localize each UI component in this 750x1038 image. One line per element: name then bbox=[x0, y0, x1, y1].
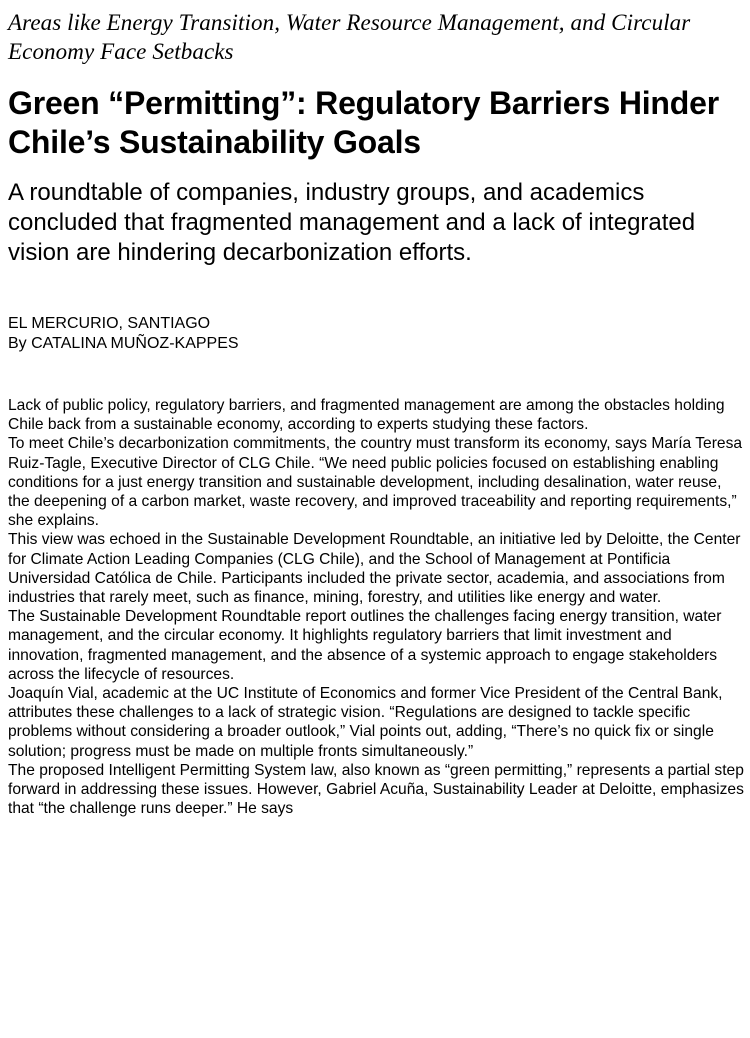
dateline: EL MERCURIO, SANTIAGO bbox=[8, 315, 211, 332]
body-paragraph: Lack of public policy, regulatory barriers, and fragmented management are among the obstacles holding Chile back from a sustainable economy, according to experts studying these factors. bbox=[8, 397, 725, 434]
body-paragraph: Joaquín Vial, academic at the UC Institute of Economics and former Vice President of the Central Bank, attributes these challenges to a lack of strategic vision. “Regulations are designed to tackle specific problems without considering a broader outlook,” Vial points out, adding, “There’s no quick fix or single solution; progress must be made on multiple fronts simultaneously.” bbox=[8, 685, 723, 760]
article-body bbox=[8, 396, 744, 818]
article bbox=[8, 0, 744, 818]
body-paragraph: This view was echoed in the Sustainable Development Roundtable, an initiative led by Deloitte, the Center for Climate Action Leading Companies (CLG Chile), and the School of Management at Pontificia Universidad Católica de Chile. Participants included the private sector, academia, and associations from industries that rarely meet, such as finance, mining, forestry, and utilities like energy and water. bbox=[8, 531, 741, 607]
body-paragraph: To meet Chile’s decarbonization commitments, the country must transform its economy, says María Teresa Ruiz-Tagle, Executive Director of CLG Chile. “We need public policies focused on establishing enabling conditions for a just energy transition and sustainable development, including desalination, water reuse, the deepening of a carbon market, waste recovery, and improved traceability and reporting requirements,” she explains. bbox=[8, 435, 743, 530]
body-paragraph: The Sustainable Development Roundtable report outlines the challenges facing energy transition, water management, and the circular economy. It highlights regulatory barriers that limit investment and innovation, fragmented management, and the absence of a systemic approach to engage stakeholders across the lifecycle of resources. bbox=[8, 608, 722, 683]
article-deck: A roundtable of companies, industry groups, and academics concluded that fragmented management and a lack of integrated vision are hindering decarbonization efforts. bbox=[8, 179, 696, 266]
article-headline: Green “Permitting”: Regulatory Barriers Hinder Chile’s Sustainability Goals bbox=[8, 85, 719, 160]
byline bbox=[8, 314, 744, 354]
body-paragraph: The proposed Intelligent Permitting System law, also known as “green permitting,” represents a partial step forward in addressing these issues. However, Gabriel Acuña, Sustainability Leader at Deloitte, emphasizes that “the challenge runs deeper.” He says bbox=[8, 761, 744, 818]
author: By CATALINA MUÑOZ-KAPPES bbox=[8, 335, 239, 352]
article-kicker: Areas like Energy Transition, Water Resource Management, and Circular Economy Face Setbacks bbox=[8, 10, 691, 64]
